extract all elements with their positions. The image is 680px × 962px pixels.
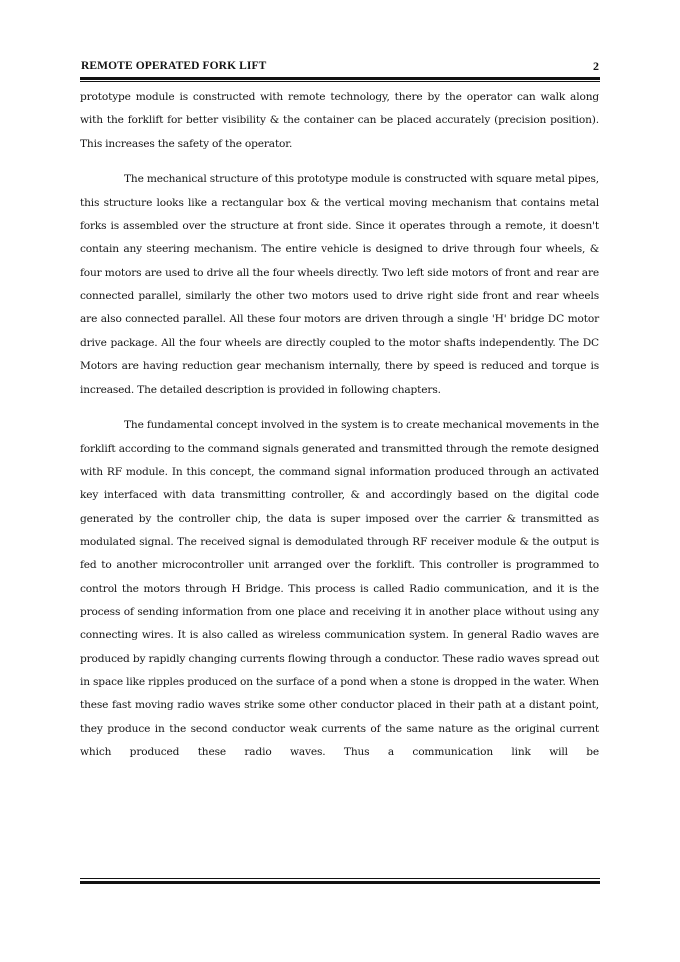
paragraph-continuation: prototype module is constructed with remote technology, there by the operator can walk along with the forklift for better visibility & the container can be placed accurately (precision position). This increases the safety of the operator.	[80, 91, 599, 150]
page-number: 2	[593, 59, 599, 73]
paragraph-mechanical-structure: The mechanical structure of this prototype module is constructed with square metal pipes, this structure looks like a rectangular box & the vertical moving mechanism that contains metal forks is assembled over the structure at front side. Since it operates through a remote, it doesn't contain any steering mechanism. The entire vehicle is designed to drive through four wheels, & four motors are used to drive all the four wheels directly. Two left side motors of front and rear are connected parallel, similarly the other two motors used to drive right side front and rear wheels are also connected parallel. All these four motors are driven through a single 'H' bridge DC motor drive package. All the four wheels are directly coupled to the motor shafts independently. The DC Motors are having reduction gear mechanism internally, there by speed is reduced and torque is increased. The detailed description is provided in following chapters.	[80, 173, 599, 396]
header-rule-thick	[80, 77, 600, 80]
paragraph-fundamental-concept: The fundamental concept involved in the system is to create mechanical movements in the forklift according to the command signals generated and transmitted through the remote designed with RF module. In this concept, the command signal information produced through an activated key interfaced with data transmitting controller, & and accordingly based on the digital code generated by the controller chip, the data is super imposed over the carrier & transmitted as modulated signal. The received signal is demodulated through RF receiver module & the output is fed to another microcontroller unit arranged over the forklift. This controller is programmed to control the motors through H Bridge. This process is called Radio communication, and it is the process of sending information from one place and receiving it in another place without using any connecting wires. It is also called as wireless communication system. In general Radio waves are produced by rapidly changing currents flowing through a conductor. These radio waves spread out in space like ripples produced on the surface of a pond when a stone is dropped in the water. When these fast moving radio waves strike some other conductor placed in their path at a distant point, they produce in the second conductor weak currents of the same nature as the original current which produced these radio waves. Thus a communication link will be	[80, 419, 599, 759]
header-rule-thin	[80, 81, 600, 82]
footer-rule-thin	[80, 878, 600, 879]
body-text	[80, 86, 599, 764]
page-header	[81, 57, 599, 75]
footer-rule-thick	[80, 881, 600, 884]
running-header-title: REMOTE OPERATED FORK LIFT	[81, 60, 267, 72]
